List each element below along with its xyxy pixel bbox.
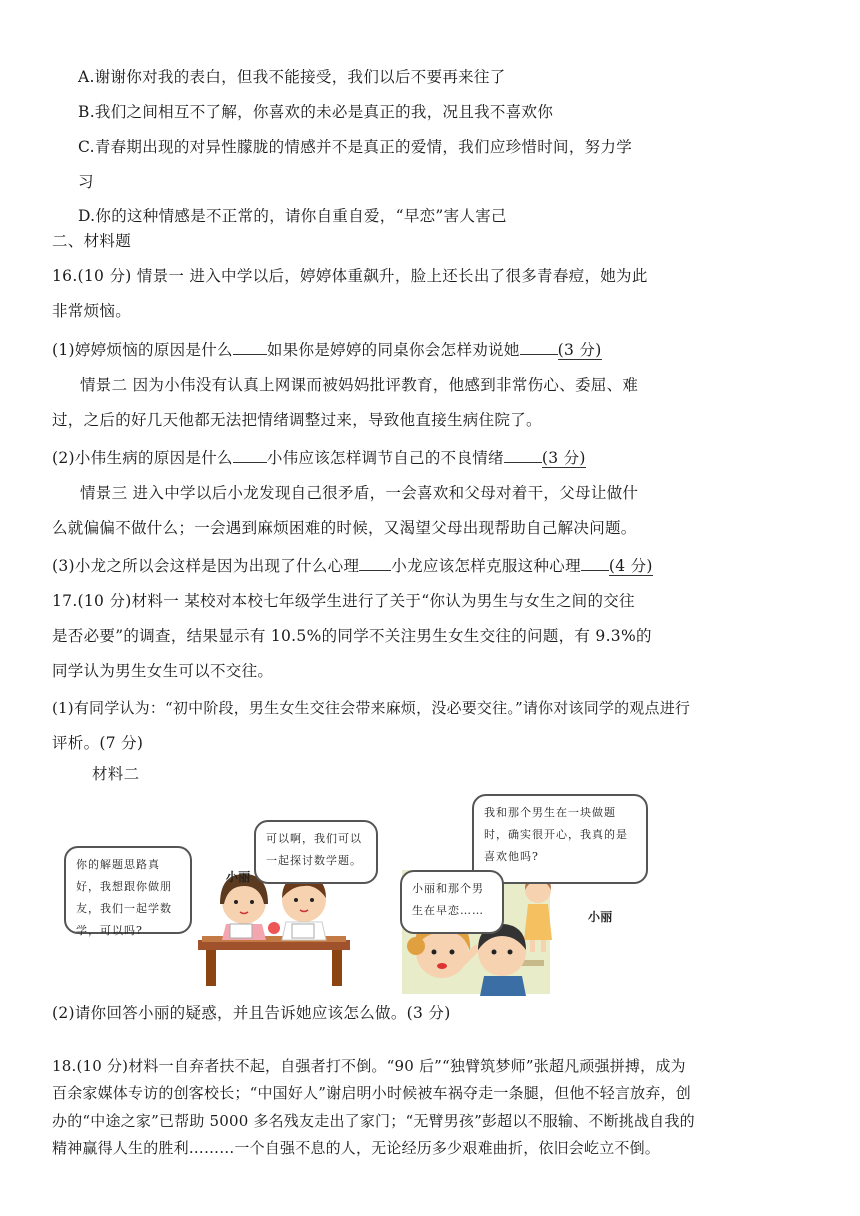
q16-scene2-line2: 过，之后的好几天他都无法把情绪调整过来，导致他直接生病住院了。 xyxy=(52,411,542,429)
q16-sub2 xyxy=(52,446,586,468)
q16-sub1 xyxy=(52,338,602,360)
q16-scene3-line1: 情景三 进入中学以后小龙发现自己很矛盾，一会喜欢和父母对着干，父母让做什 xyxy=(80,484,639,502)
q17-line3: 同学认为男生女生可以不交往。 xyxy=(52,662,274,680)
q16-sub1-question-a: (1)婷婷烦恼的原因是什么 xyxy=(52,341,233,359)
q16-sub1-score: (3 分) xyxy=(557,341,602,359)
answer-blank[interactable] xyxy=(233,338,267,355)
q16-sub2-question-a: (2)小伟生病的原因是什么 xyxy=(52,449,233,467)
comic-2 xyxy=(398,790,658,996)
q17-line1: 17.(10 分)材料一 某校对本校七年级学生进行了关于“你认为男生与女生之间的交往 xyxy=(52,592,635,610)
q18-line3: 办的“中途之家”已帮助 5000 多名残友走出了家门；“无臂男孩”彭超以不服输、不断挑战自我的 xyxy=(52,1112,695,1130)
comic-2-name-tag: 小丽 xyxy=(588,910,613,924)
answer-blank[interactable] xyxy=(233,446,267,463)
q16-scene2-line1: 情景二 因为小伟没有认真上网课而被妈妈批评教育，他感到非常伤心、委屈、难 xyxy=(80,376,639,394)
material2-label: 材料二 xyxy=(92,765,140,783)
comic-1 xyxy=(60,812,380,992)
q18-line1: 18.(10 分)材料一自弃者扶不起，自强者打不倒。“90 后”“独臂筑梦师”张超凡顽强拼搏，成为 xyxy=(52,1057,686,1075)
section-title: 二、材料题 xyxy=(52,232,132,250)
q16-sub2-question-b: 小伟应该怎样调节自己的不良情绪 xyxy=(266,449,504,467)
q18-line4: 精神赢得人生的胜利………一个自强不息的人，无论经历多少艰难曲折，依旧会屹立不倒。 xyxy=(52,1139,661,1157)
option-d: D.你的这种情感是不正常的，请你自重自爱，“早恋”害人害己 xyxy=(78,207,507,225)
option-a: A.谢谢你对我的表白，但我不能接受，我们以后不要再来往了 xyxy=(78,68,506,86)
option-b: B.我们之间相互不了解，你喜欢的未必是真正的我，况且我不喜欢你 xyxy=(78,103,554,121)
answer-blank[interactable] xyxy=(504,446,542,463)
comic-1-left-bubble: 你的解题思路真好，我想跟你做朋友，我们一起学数学，可以吗? xyxy=(64,846,192,934)
q17-sub2: (2)请你回答小丽的疑惑，并且告诉她应该怎么做。(3 分) xyxy=(52,1004,451,1022)
q16-sub3-score: (4 分) xyxy=(608,557,653,575)
answer-blank[interactable] xyxy=(581,554,609,571)
q16-scene3-line2: 么就偏偏不做什么；一会遇到麻烦困难的时候，又渴望父母出现帮助自己解决问题。 xyxy=(52,519,637,537)
option-c-line2: 习 xyxy=(78,173,94,191)
answer-blank[interactable] xyxy=(520,338,558,355)
q16-intro-line2: 非常烦恼。 xyxy=(52,302,132,320)
q16-sub3-question-b: 小龙应该怎样克服这种心理 xyxy=(391,557,581,575)
comic-1-name-tag: 小丽 xyxy=(226,870,251,884)
comic-2-left-bubble: 小丽和那个男生在早恋…… xyxy=(400,870,504,934)
option-c-line1: C.青春期出现的对异性朦胧的情感并不是真正的爱情，我们应珍惜时间，努力学 xyxy=(78,138,633,156)
q17-line2: 是否必要”的调查，结果显示有 10.5%的同学不关注男生女生交往的问题，有 9.3%的 xyxy=(52,627,652,645)
q16-sub1-question-b: 如果你是婷婷的同桌你会怎样劝说她 xyxy=(266,341,520,359)
q17-sub1-line1: (1)有同学认为：“初中阶段，男生女生交往会带来麻烦，没必要交往。”请你对该同学的观点进行 xyxy=(52,699,691,717)
q17-sub1-line2: 评析。(7 分) xyxy=(52,734,144,752)
comic-2-top-bubble: 我和那个男生在一块做题时，确实很开心，我真的是喜欢他吗? xyxy=(472,794,648,884)
q16-sub3 xyxy=(52,554,653,576)
answer-blank[interactable] xyxy=(359,554,391,571)
q16-sub3-question-a: (3)小龙之所以会这样是因为出现了什么心理 xyxy=(52,557,360,575)
q18-line2: 百余家媒体专访的创客校长；“中国好人”谢启明小时候被车祸夺走一条腿，但他不轻言放弃，创 xyxy=(52,1084,691,1102)
q16-sub2-score: (3 分) xyxy=(541,449,586,467)
q16-intro-line1: 16.(10 分) 情景一 进入中学以后，婷婷体重飙升，脸上还长出了很多青春痘，她为此 xyxy=(52,267,648,285)
comic-1-right-bubble: 可以啊，我们可以一起探讨数学题。 xyxy=(254,820,378,884)
